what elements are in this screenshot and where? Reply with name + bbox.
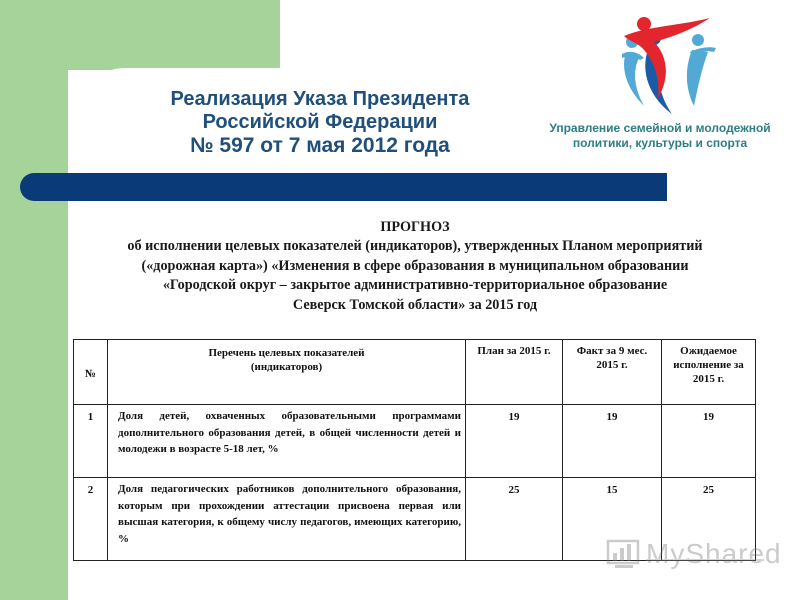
header-expected-line-3: 2015 г. (692, 373, 725, 385)
department-name (525, 121, 795, 151)
header-expected-line-1: Ожидаемое (680, 345, 737, 357)
department-line-1: Управление семейной и молодежной (549, 121, 771, 135)
header-fact-line-1: Факт за 9 мес. (576, 345, 648, 357)
header-plan: План за 2015 г. (466, 340, 563, 405)
forecast-line-5: Северск Томской области» за 2015 год (292, 296, 538, 313)
row-plan-value: 25 (466, 478, 563, 561)
table-row (74, 405, 756, 478)
header-fact (563, 340, 662, 405)
table-header-row (74, 340, 756, 405)
watermark-underline (646, 559, 764, 561)
row-num: 2 (74, 478, 108, 561)
header-expected-line-2: исполнение за (673, 359, 744, 371)
left-green-strip (0, 0, 68, 600)
forecast-line-3: («дорожная карта») «Изменения в сфере образования в муниципальном образовании (141, 257, 689, 274)
header-indicators-line-1: Перечень целевых показателей (208, 347, 365, 359)
header-indicators-line-2: (индикаторов) (250, 361, 323, 373)
forecast-line-4: «Городской округ – закрытое административно-территориальное образование (162, 277, 668, 294)
people-figures-logo-icon (618, 12, 718, 117)
header-expected (662, 340, 756, 405)
row-expected-value: 19 (662, 405, 756, 478)
row-num: 1 (74, 405, 108, 478)
forecast-line-2: об исполнении целевых показателей (индикаторов), утвержденных Планом мероприятий (127, 238, 703, 255)
watermark (606, 536, 782, 572)
forecast-line-1: ПРОГНОЗ (380, 219, 450, 235)
row-indicator-name: Доля детей, охваченных образовательными программами дополнительного образования детей, в общей численности детей и молодежи в возрасте 5-18 лет, % (108, 405, 466, 478)
header-divider-bar (20, 173, 667, 201)
title-line-1: Реализация Указа Президента (170, 88, 470, 110)
top-green-block (0, 0, 280, 70)
row-expected-value: 25 (662, 478, 756, 561)
forecast-heading (60, 218, 770, 315)
department-line-2: политики, культуры и спорта (572, 136, 748, 150)
title-line-2: Российской Федерации (202, 111, 438, 133)
bar-chart-icon (606, 537, 642, 571)
title-line-3: № 597 от 7 мая 2012 года (190, 134, 450, 157)
row-fact-value: 15 (563, 478, 662, 561)
row-plan-value: 19 (466, 405, 563, 478)
header-indicators (108, 340, 466, 405)
watermark-text: MyShared (646, 538, 782, 569)
header-num: № (74, 340, 108, 405)
row-fact-value: 19 (563, 405, 662, 478)
row-indicator-name: Доля педагогических работников дополнительного образования, которым при прохождении аттестации присвоена первая или высшая категория, к общему числу педагогов, имеющих категорию, % (108, 478, 466, 561)
indicators-table (73, 339, 756, 561)
page-title (120, 88, 520, 157)
header-fact-line-2: 2015 г. (596, 359, 628, 371)
